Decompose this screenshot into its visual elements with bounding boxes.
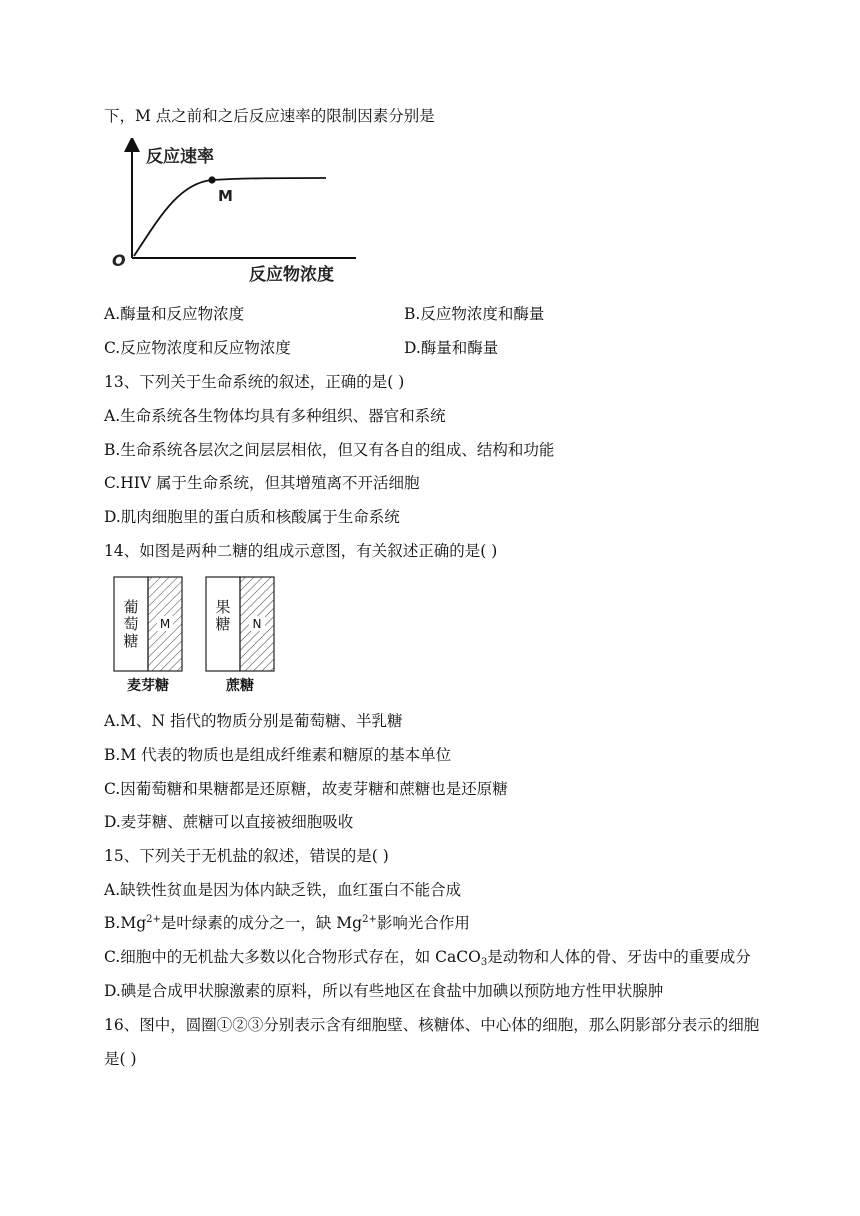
label-n: N: [252, 617, 262, 631]
q15-b-pre: B.Mg: [104, 914, 147, 932]
q15-b-post: 影响光合作用: [376, 914, 470, 932]
q15-option-a: A.缺铁性贫血是因为体内缺乏铁，血红蛋白不能合成: [104, 881, 462, 899]
q15-b-sup1: 2+: [146, 914, 161, 925]
q15-option-b: [104, 913, 470, 933]
glucose-char-2: 萄: [123, 615, 139, 633]
q14-stem: 14、如图是两种二糖的组成示意图，有关叙述正确的是( ): [104, 542, 498, 560]
q13-option-c: C.HIV 属于生命系统，但其增殖离不开活细胞: [104, 474, 420, 492]
q15-b-mid: 是叶绿素的成分之一，缺 Mg: [160, 914, 363, 932]
point-m-label: M: [218, 187, 233, 205]
q15-b-sup2: 2+: [362, 914, 377, 925]
sucrose-diagram: [206, 577, 274, 694]
q15-stem: 15、下列关于无机盐的叙述，错误的是( ): [104, 847, 389, 865]
point-m-marker: [208, 176, 215, 183]
sucrose-caption: 蔗糖: [226, 678, 254, 694]
q16-stem-line-2: 是( ): [104, 1050, 137, 1068]
q14-option-c: C.因葡萄糖和果糖都是还原糖，故麦芽糖和蔗糖也是还原糖: [104, 780, 508, 798]
reaction-rate-graph: [104, 138, 364, 288]
q15-c-pre: C.细胞中的无机盐大多数以化合物形式存在，如 CaCO: [104, 948, 481, 966]
glucose-char-3: 糖: [123, 632, 139, 650]
q15-c-sub: 3: [480, 957, 488, 968]
q12-option-b: B.反应物浓度和酶量: [404, 305, 545, 323]
maltose-diagram: [114, 577, 182, 694]
label-m: M: [159, 617, 171, 631]
q15-c-post: 是动物和人体的骨、牙齿中的重要成分: [487, 948, 751, 966]
q13-option-a: A.生命系统各生物体均具有多种组织、器官和系统: [104, 407, 446, 425]
q15-option-d: D.碘是合成甲状腺激素的原料，所以有些地区在食盐中加碘以预防地方性甲状腺肿: [104, 982, 664, 1000]
origin-label: O: [112, 251, 126, 270]
q14-option-d: D.麦芽糖、蔗糖可以直接被细胞吸收: [104, 813, 354, 831]
q14-option-b: B.M 代表的物质也是组成纤维素和糖原的基本单位: [104, 746, 452, 764]
q13-option-d: D.肌肉细胞里的蛋白质和核酸属于生命系统: [104, 508, 400, 526]
q16-stem-line-1: 16、图中，圆圈①②③分别表示含有细胞壁、核糖体、中心体的细胞，那么阴影部分表示的细胞: [104, 1016, 760, 1034]
q13-option-b: B.生命系统各层次之间层层相依，但又有各自的组成、结构和功能: [104, 441, 555, 459]
q12-option-c: C.反应物浓度和反应物浓度: [104, 339, 291, 357]
q12-option-a: A.酶量和反应物浓度: [104, 305, 245, 323]
fructose-char-1: 果: [215, 598, 231, 616]
q12-option-d: D.酶量和酶量: [404, 339, 499, 357]
question-12-stem-tail: 下，M 点之前和之后反应速率的限制因素分别是: [104, 107, 435, 125]
q14-option-a: A.M、N 指代的物质分别是葡萄糖、半乳糖: [104, 712, 403, 730]
x-axis-label: 反应物浓度: [249, 265, 334, 285]
disaccharide-figure: [104, 574, 294, 698]
glucose-char-1: 葡: [123, 598, 139, 616]
y-axis-label: 反应速率: [146, 147, 214, 167]
q13-stem: 13、下列关于生命系统的叙述，正确的是( ): [104, 373, 405, 391]
q15-option-c: [104, 947, 751, 967]
maltose-caption: 麦芽糖: [127, 678, 169, 694]
fructose-char-2: 糖: [215, 615, 231, 633]
